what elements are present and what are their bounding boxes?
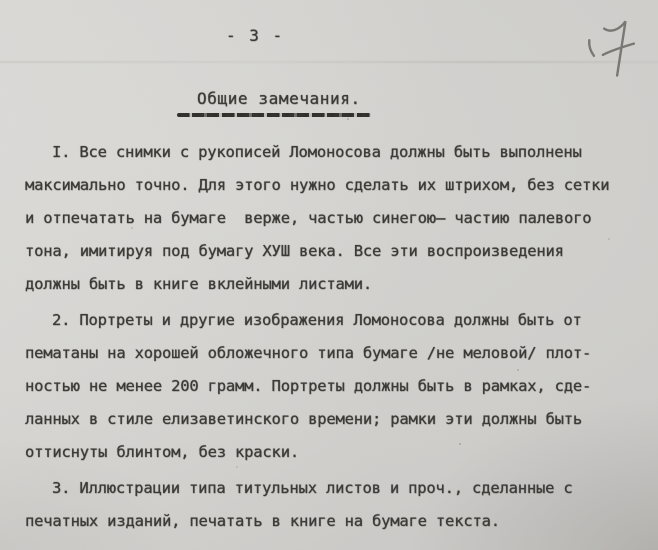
handwritten-page-number: [568, 2, 654, 90]
page-number: - 3 -: [226, 26, 285, 45]
paragraph-3: [25, 477, 645, 543]
document-heading: Общие замечания.: [197, 89, 361, 108]
paragraph-2: [25, 309, 645, 474]
text-line: должны быть в книге вклейными листами.: [25, 275, 373, 293]
text-line: максимально точно. Для этого нужно сделать их штрихом, без сетки: [25, 176, 610, 194]
text-line: 3. Иллюстрации типа титульных листов и проч., сделанные с: [52, 479, 573, 497]
scan-fold-line: [0, 61, 658, 63]
text-line: 2. Портреты и другие изображения Ломоносова должны быть от: [52, 311, 582, 329]
text-line: печатных изданий, печатать в книге на бумаге текста.: [25, 512, 500, 530]
text-line: пематаны на хорошей обложечного типа бумаге /не меловой/ плот-: [25, 344, 592, 362]
paragraph-1: [25, 141, 645, 306]
text-line: тона, имитируя под бумагу ХУШ века. Все эти воспроизведения: [25, 242, 564, 260]
text-line: и отпечатать на бумаге верже, частью синегою̶ частию палевого: [25, 209, 592, 227]
text-line: оттиснуты блинтом, без краски.: [25, 443, 299, 461]
text-line: I. Все снимки с рукописей Ломоносова должны быть выполнены: [52, 143, 582, 161]
pencil-17-glyph: [568, 2, 654, 90]
paper-specks: [0, 0, 2, 2]
text-line: ностью не менее 200 грамм. Портреты должны быть в рамках, сде-: [25, 377, 592, 395]
heading-underline: [177, 113, 371, 117]
text-line: ланных в стиле елизаветинского времени; рамки эти должны быть: [25, 410, 583, 428]
